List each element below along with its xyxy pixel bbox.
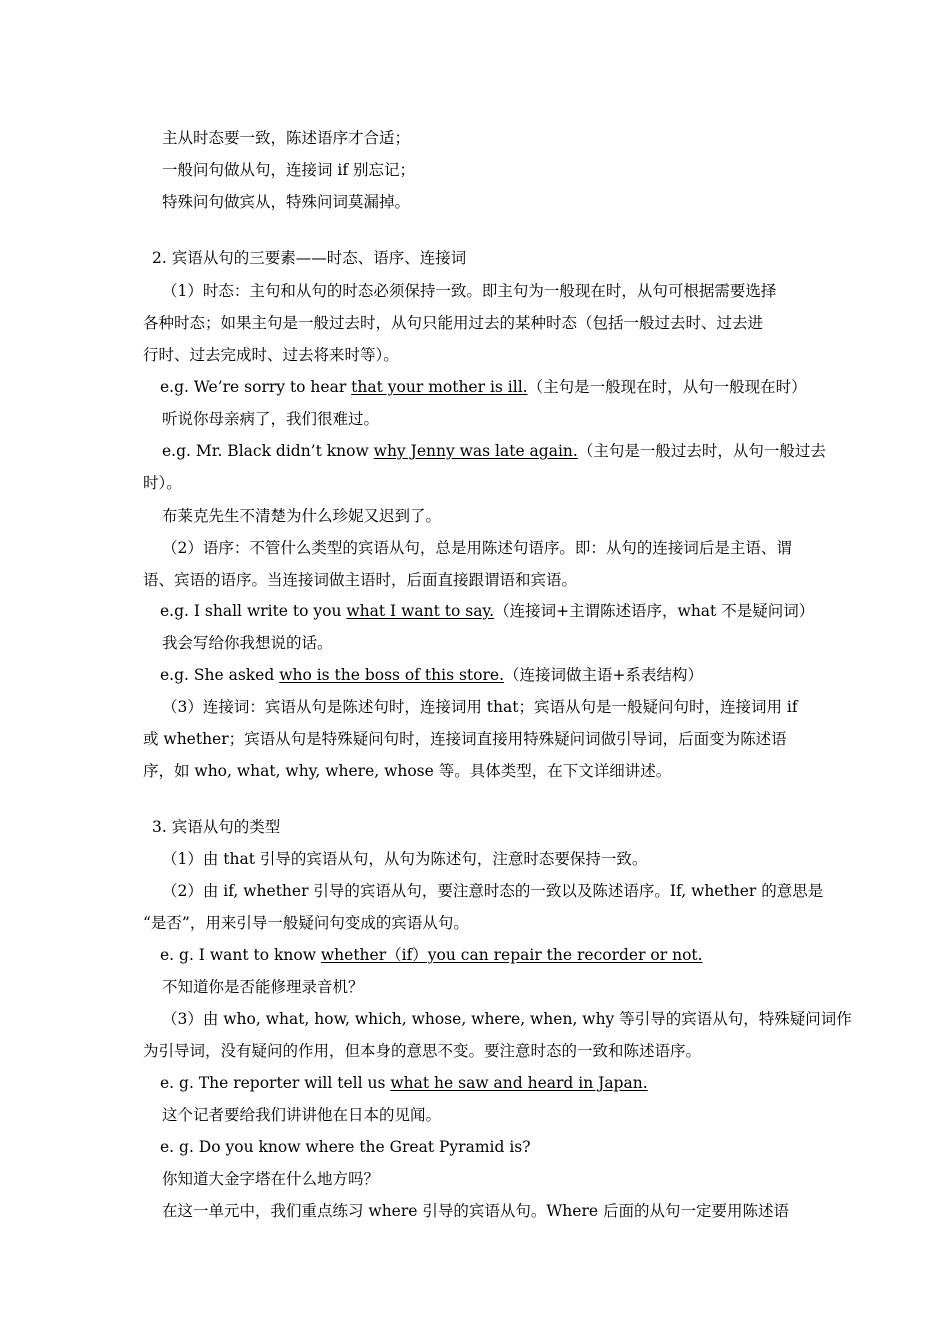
example-sentence — [160, 665, 703, 685]
verse-line-1: 主从时态要一致，陈述语序才合适； — [162, 129, 411, 147]
example-lead: e.g. She asked — [160, 666, 280, 684]
example-sentence — [162, 441, 826, 461]
s3-wh-para-line-2: 为引导词，没有疑问的作用，但本身的意思不变。要注意时态的一致和陈述语序。 — [143, 1042, 702, 1060]
example-note: （主句是一般过去时，从句一般过去 — [577, 442, 826, 460]
s2-connective-para-line-2: 或 whether；宾语从句是特殊疑问句时，连接词直接用特殊疑问词做引导词，后面变为陈述语 — [143, 730, 787, 748]
object-clause: that your mother is ill. — [351, 378, 528, 396]
section-3-heading: 3. 宾语从句的类型 — [152, 818, 281, 836]
example-sentence: e. g. Do you know where the Great Pyramid is? — [160, 1138, 531, 1156]
s2-connective-para-line-3: 序，如 who, what, why, where, whose 等。具体类型，在下文详细讲述。 — [143, 762, 672, 780]
object-clause: whether（if）you can repair the recorder or not. — [320, 946, 703, 964]
example-note: （主句是一般现在时，从句一般现在时） — [527, 378, 807, 396]
example-lead: e.g. I shall write to you — [160, 602, 347, 620]
example-translation: 听说你母亲病了，我们很难过。 — [162, 410, 380, 428]
s3-if-para-line-2: “是否”，用来引导一般疑问句变成的宾语从句。 — [143, 914, 469, 932]
example-translation: 你知道大金字塔在什么地方吗？ — [162, 1170, 380, 1188]
example-sentence — [160, 1073, 648, 1093]
object-clause: why Jenny was late again. — [373, 442, 578, 460]
example-note: （连接词做主语+系表结构） — [504, 666, 704, 684]
s2-tense-para-line-3: 行时、过去完成时、过去将来时等）。 — [143, 346, 399, 364]
example-translation: 不知道你是否能修理录音机？ — [162, 978, 364, 996]
example-translation: 布莱克先生不清楚为什么珍妮又迟到了。 — [162, 507, 442, 525]
s3-closing-para: 在这一单元中，我们重点练习 where 引导的宾语从句。Where 后面的从句一定要用陈述语 — [162, 1202, 789, 1220]
s3-wh-para-line-1: （3）由 who, what, how, which, whose, where, when, why 等引导的宾语从句，特殊疑问词作 — [162, 1010, 852, 1028]
s2-tense-para-line-1: （1）时态：主句和从句的时态必须保持一致。即主句为一般现在时，从句可根据需要选择 — [162, 282, 777, 300]
example-sentence — [160, 601, 814, 621]
example-note: （连接词+主谓陈述语序，what 不是疑问词） — [494, 602, 815, 620]
s2-tense-para-line-2: 各种时态；如果主句是一般过去时，从句只能用过去的某种时态（包括一般过去时、过去进 — [143, 314, 764, 332]
example-translation: 我会写给你我想说的话。 — [162, 634, 333, 652]
example-lead: e. g. I want to know — [160, 946, 321, 964]
s3-if-para-line-1: （2）由 if, whether 引导的宾语从句，要注意时态的一致以及陈述语序。If, whether 的意思是 — [162, 882, 824, 900]
verse-line-3: 特殊问句做宾从，特殊问词莫漏掉。 — [162, 193, 411, 211]
s2-order-para-line-1: （2）语序：不管什么类型的宾语从句，总是用陈述句语序。即：从句的连接词后是主语、谓 — [162, 539, 792, 557]
example-sentence — [160, 377, 807, 397]
s3-that-para: （1）由 that 引导的宾语从句，从句为陈述句，注意时态要保持一致。 — [162, 850, 648, 868]
example-translation: 这个记者要给我们讲讲他在日本的见闻。 — [162, 1106, 442, 1124]
section-2-heading: 2. 宾语从句的三要素——时态、语序、连接词 — [152, 249, 467, 267]
verse-line-2: 一般问句做从句，连接词 if 别忘记； — [162, 161, 416, 179]
example-lead: e.g. We’re sorry to hear — [160, 378, 352, 396]
example-lead: e.g. Mr. Black didn’t know — [162, 442, 374, 460]
example-sentence — [160, 945, 703, 965]
object-clause: who is the boss of this store. — [279, 666, 505, 684]
s2-connective-para-line-1: （3）连接词：宾语从句是陈述句时，连接词用 that；宾语从句是一般疑问句时，连接词用 if — [162, 698, 798, 716]
example-lead: e. g. The reporter will tell us — [160, 1074, 391, 1092]
object-clause: what I want to say. — [346, 602, 495, 620]
object-clause: what he saw and heard in Japan. — [390, 1074, 648, 1092]
example-note-continued: 时）。 — [143, 474, 182, 492]
s2-order-para-line-2: 语、宾语的语序。当连接词做主语时，后面直接跟谓语和宾语。 — [143, 571, 578, 589]
